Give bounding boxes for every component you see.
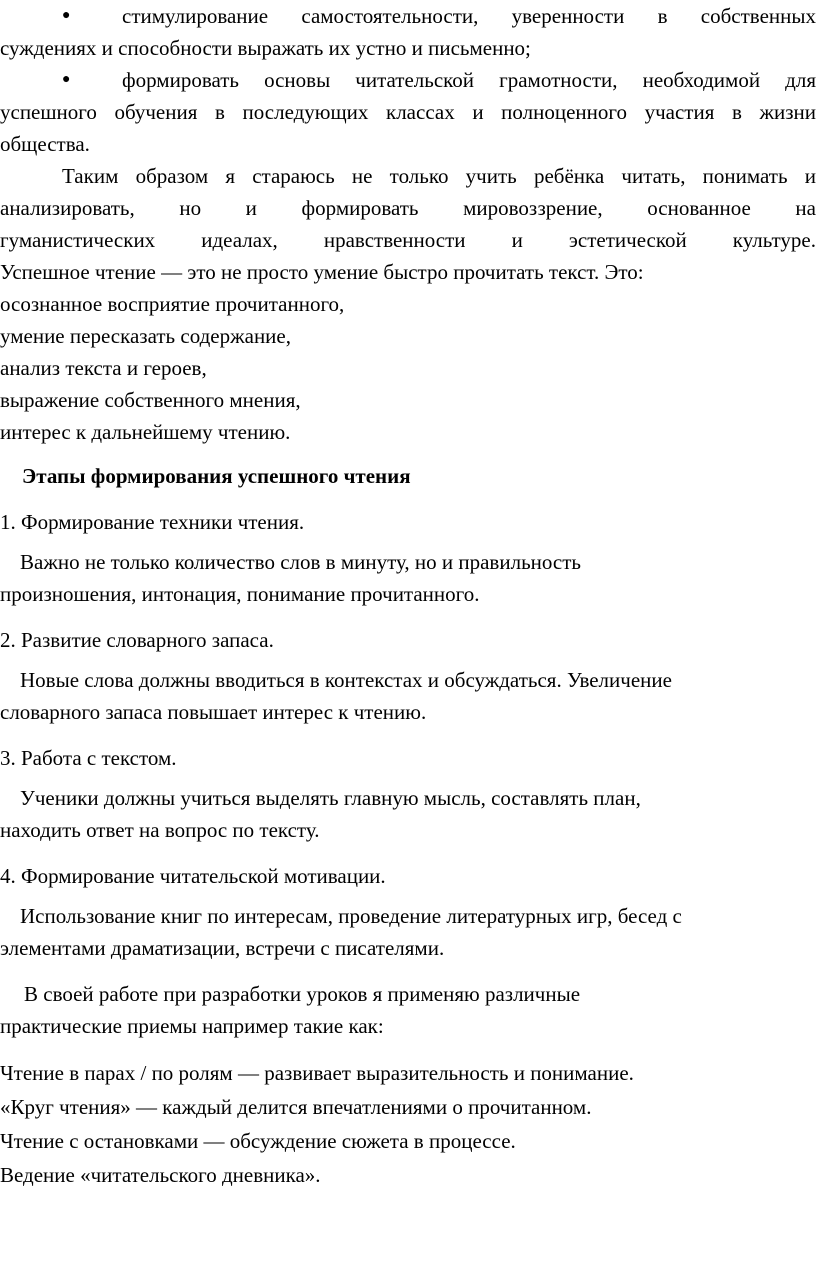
summary-line-1: Таким образом я стараюсь не только учить ребёнка читать, понимать и	[62, 164, 816, 188]
summary-item: интерес к дальнейшему чтению.	[0, 420, 291, 444]
stage-text	[0, 546, 816, 610]
bullet-2-line-2: успешного обучения в последующих классах и полноценного участия в жизни	[0, 100, 816, 124]
summary-line-2: анализировать, но и формировать мировоззрение, основанное на	[0, 196, 816, 220]
practice-line-1: В своей работе при разработки уроков я применяю различные	[24, 982, 581, 1006]
bullet-icon: ●	[62, 8, 71, 23]
summary-paragraph	[0, 160, 816, 448]
summary-item: осознанное восприятие прочитанного,	[0, 292, 345, 316]
bullet-2-line-1: формировать основы читательской грамотности, необходимой для	[122, 68, 816, 92]
practice-line-2: практические приемы например такие как:	[0, 1014, 384, 1038]
stage-title: 4. Формирование читательской мотивации.	[0, 864, 386, 888]
stage-title: 1. Формирование техники чтения.	[0, 510, 305, 534]
bullet-icon: ●	[62, 72, 71, 87]
summary-item: умение пересказать содержание,	[0, 324, 291, 348]
summary-line-3: гуманистических идеалах, нравственности и эстетической культуре.	[0, 228, 816, 252]
practice-item: Ведение «читательского дневника».	[0, 1163, 321, 1187]
stage-text-line-2: произношения, интонация, понимание прочитанного.	[0, 582, 480, 606]
stage-text	[0, 900, 816, 964]
stage-text-line-2: словарного запаса повышает интерес к чтению.	[0, 700, 427, 724]
stage-title: 2. Развитие словарного запаса.	[0, 628, 274, 652]
stage-text	[0, 664, 816, 728]
stage-text-line-1: Новые слова должны вводиться в контекстах и обсуждаться. Увеличение	[20, 668, 672, 692]
stage-text-line-1: Ученики должны учиться выделять главную мысль, составлять план,	[20, 786, 641, 810]
bullet-1-line-1: стимулирование самостоятельности, уверенности в собственных	[122, 4, 816, 28]
practice-item: Чтение в парах / по ролям — развивает выразительность и понимание.	[0, 1061, 634, 1085]
stage-title: 3. Работа с текстом.	[0, 746, 177, 770]
practice-paragraph	[0, 978, 816, 1042]
practice-item: «Круг чтения» — каждый делится впечатлениями о прочитанном.	[0, 1095, 592, 1119]
bullet-1-line-2: суждениях и способности выражать их устно и письменно;	[0, 36, 531, 60]
summary-item: выражение собственного мнения,	[0, 388, 301, 412]
stage-text	[0, 782, 816, 846]
stage-text-line-2: элементами драматизации, встречи с писателями.	[0, 936, 445, 960]
stage-text-line-1: Важно не только количество слов в минуту, но и правильность	[20, 550, 581, 574]
bullet-item-1	[0, 0, 816, 64]
practice-list	[0, 1056, 816, 1192]
bullet-item-2	[0, 64, 816, 160]
stage-text-line-1: Использование книг по интересам, проведение литературных игр, бесед с	[20, 904, 682, 928]
bullet-2-line-3: общества.	[0, 132, 90, 156]
stage-text-line-2: находить ответ на вопрос по тексту.	[0, 818, 320, 842]
summary-item: анализ текста и героев,	[0, 356, 207, 380]
practice-item: Чтение с остановками — обсуждение сюжета в процессе.	[0, 1129, 516, 1153]
stages-heading: Этапы формирования успешного чтения	[22, 464, 411, 488]
summary-line-4: Успешное чтение — это не просто умение быстро прочитать текст. Это:	[0, 260, 644, 284]
